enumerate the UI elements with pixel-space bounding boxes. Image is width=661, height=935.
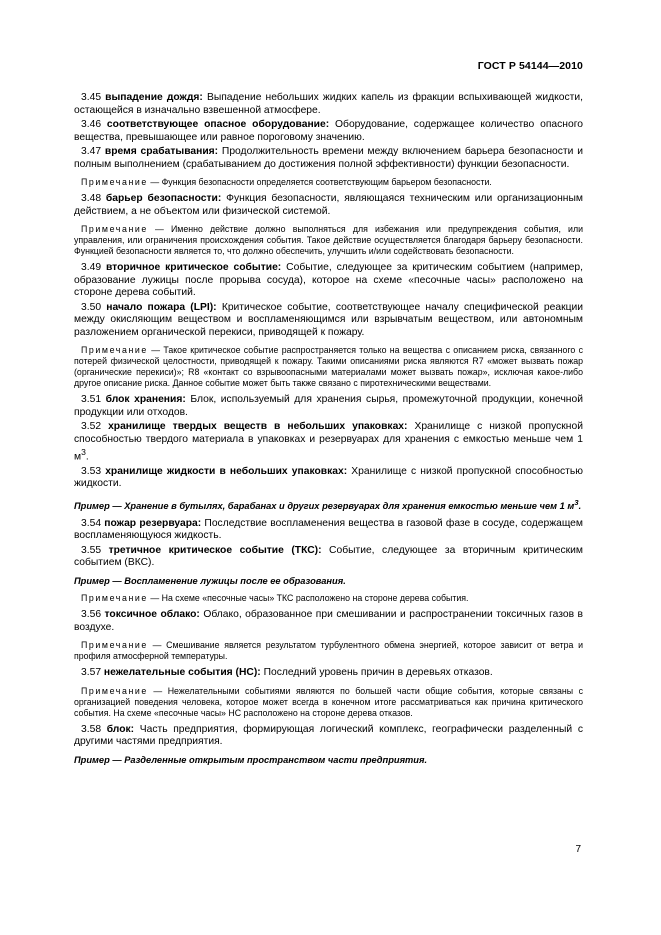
page-number: 7 [575,844,581,855]
note-label: Примечание [81,685,148,696]
term: третичное критическое событие (ТКС): [108,544,322,556]
term: вторичное критическое событие: [105,262,282,273]
definition-3-49: 3.49 вторичное критическое событие: Событие, следующее за критическим событием (например, образование лужицы после прорыва сосуда), которое на схеме «песочные часы» расположено на стороне дерева событий. [74,262,583,298]
document-body [74,90,583,771]
term: хранилище жидкости в небольших упаковках: [105,465,348,477]
definition-3-55: 3.55 третичное критическое событие (ТКС): Событие, следующее за вторичным критическим событием (ВКС). [74,544,583,569]
term: пожар резервуара: [104,517,202,529]
example: Пример — Воспламенение лужицы после ее образования. [74,575,346,586]
term: начало пожара (LPI): [106,301,217,313]
definition-3-52: 3.52 хранилище твердых веществ в небольших упаковках: Хранилище с низкой пропускной способностью твердого материала в упаковках и резервуарах для хранения с емкостью меньше чем 1 $м^3$. [74,421,583,463]
note: Примечание — Нежелательными событиями являются по большей части общие события, которые связаны с организацией поведения человека, которое может всегда в конечном итоге рассматриваться как причина критического события. На схеме «песочные часы» НС расположено на стороне дерева отказов. [74,685,583,718]
note-label: Примечание [81,593,148,604]
definition-3-54: 3.54 пожар резервуара: Последствие воспламенения вещества в газовой фазе в сосуде, содержащем воспламеняющуюся жидкость. [74,517,583,542]
term: блок: [106,723,135,735]
term: соответствующее опасное оборудование: [106,119,330,130]
note: Примечание — Смешивание является результатом турбулентного обмена энергией, которое зависит от ветра и профиля атмосферной температуры. [74,640,583,662]
definition-3-46: 3.46 соответствующее опасное оборудование: Оборудование, содержащее количество опасного вещества, превышающее или равное пороговому значению. [74,119,583,143]
term: время срабатывания: [104,146,219,157]
definition-3-50: 3.50 начало пожара (LPI): Критическое событие, соответствующее началу специфической реакции между окисляющим веществом и воспламеняющимся или взрывчатым веществом, или автономным разложением органической перекиси, приводящей к пожару. [74,301,583,338]
definition-3-51: 3.51 блок хранения: Блок, используемый для хранения сырья, промежуточной продукции, конечной продукции или отходов. [74,394,583,418]
note: Примечание — Такое критическое событие распространяется только на вещества с описанием риска, связанного с потерей физической целостности, приводящей к пожару. Такими описаниями риска являются R7 «может вызвать пожар (органические перекиси)»; R8 «контакт со взрывоопасными материалами может вызвать пожар», исключая какое-либо другое описание риска. Данное событие может быть также связано с пиротехническими веществами. [74,345,583,388]
document-code: ГОСТ Р 54144—2010 [477,60,583,72]
example: Пример — Хранение в бутылях, барабанах и других резервуарах для хранения емкостью меньше чем 1 $м^3$. [74,497,582,512]
definition-3-57: 3.57 нежелательные события (НС): Последний уровень причин в деревьях отказов. [81,667,493,679]
term: хранилище твердых веществ в небольших упаковках: [108,421,408,432]
definition-3-58: 3.58 блок: Часть предприятия, формирующая логический комплекс, географически разделенный с другими частями предприятия. [74,723,583,748]
definition-3-45: 3.45 выпадение дождя: Выпадение небольших жидких капель из фракции вспыхивающей жидкости, остающейся в изначально взвешенной атмосфере. [74,92,583,116]
definition-3-48: 3.48 барьер безопасности: Функция безопасности, являющаяся техническим или организационным действием, а не объектом или физической системой. [74,193,583,217]
term: токсичное облако: [104,609,200,621]
term: блок хранения: [105,394,186,405]
term: нежелательные события (НС): [103,667,261,679]
example: Пример — Разделенные открытым пространством части предприятия. [74,754,428,765]
note-label: Примечание [81,224,148,234]
definition-3-53: 3.53 хранилище жидкости в небольших упаковках: Хранилище с низкой пропускной способностью жидкости. [74,465,583,490]
note-label: Примечание [81,640,148,651]
note-label: Примечание [81,345,148,355]
note-label: Примечание [81,177,148,187]
term: барьер безопасности: [105,193,222,204]
note: Примечание — Функция безопасности определяется соответствующим барьером безопасности. [81,177,492,187]
definition-3-47: 3.47 время срабатывания: Продолжительность времени между включением барьера безопасности и полным выполнением (срабатыванием до достижения полной эффективности) функции безопасности. [74,146,583,170]
note: Примечание — На схеме «песочные часы» ТКС расположено на стороне дерева события. [81,593,469,604]
definition-3-56: 3.56 токсичное облако: Облако, образованное при смешивании и распространении токсичных газов в воздухе. [74,609,583,633]
term: выпадение дождя: [105,92,203,103]
note: Примечание — Именно действие должно выполняться для избежания или предупреждения события, или управления, или ограничения происхождения события. Такое действие осуществляется благодаря барьеру безопасности. Функцией безопасности является то, что должно обеспечить, улучшить и/или содействовать безопасности. [74,224,583,256]
